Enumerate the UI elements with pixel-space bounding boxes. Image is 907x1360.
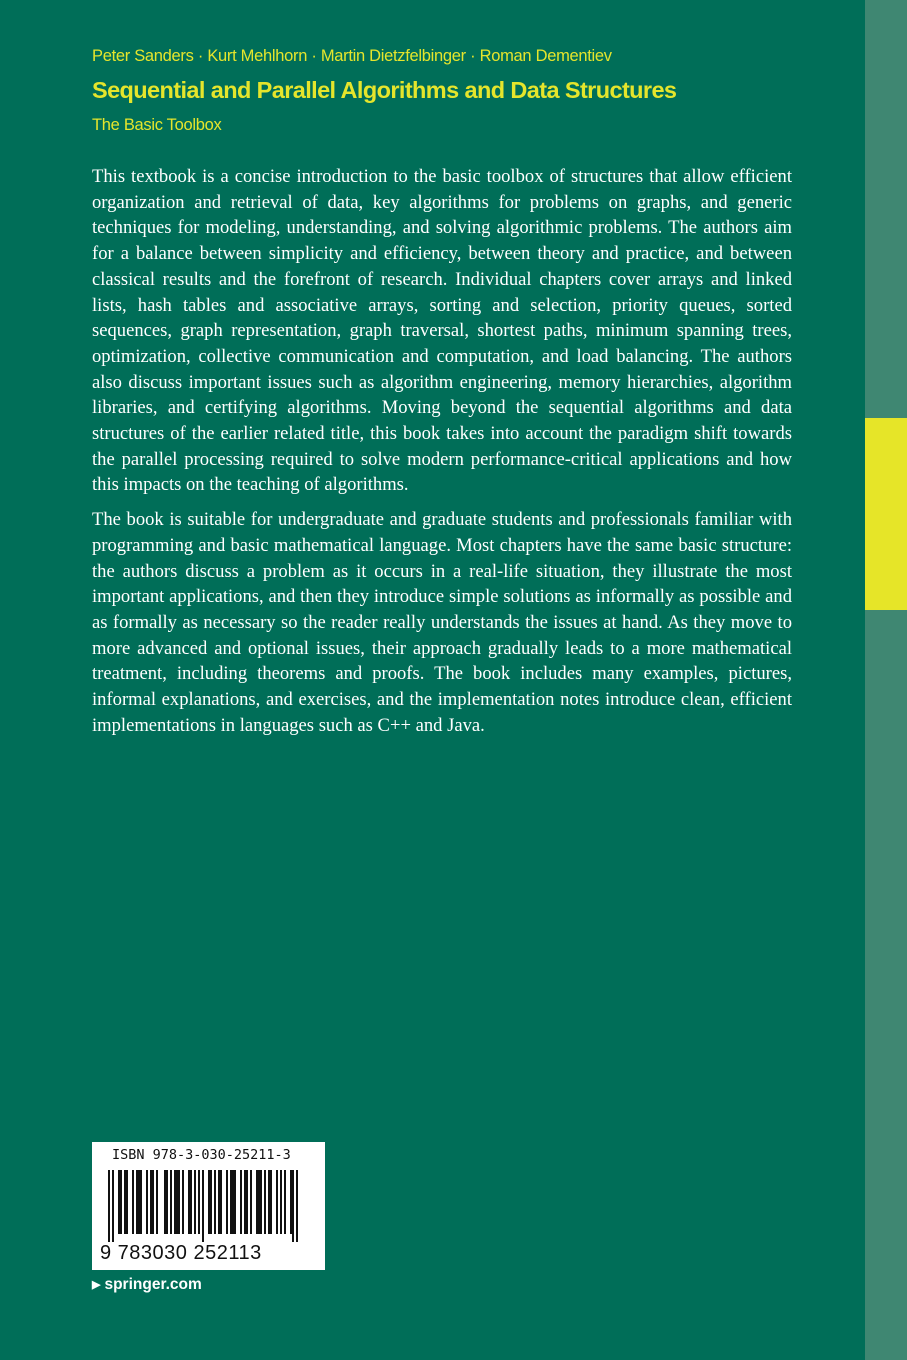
barcode-bar [176, 1170, 178, 1234]
barcode-bar [246, 1170, 248, 1234]
barcode-bar [284, 1170, 286, 1234]
barcode-bar [226, 1170, 228, 1234]
barcode-bar [138, 1170, 140, 1234]
book-subtitle: The Basic Toolbox [92, 116, 222, 134]
barcode-bar [292, 1170, 294, 1242]
barcode-bar [220, 1170, 222, 1234]
barcode-bar [214, 1170, 216, 1234]
barcode-bar [136, 1170, 138, 1234]
barcode-bar [150, 1170, 152, 1234]
barcode-bar [250, 1170, 252, 1234]
barcode-bar [208, 1170, 210, 1234]
barcode-bar [256, 1170, 258, 1234]
barcode-bar [244, 1170, 246, 1234]
barcode-bar [126, 1170, 128, 1234]
ean-digits: 9 783030 252113 [100, 1242, 262, 1264]
barcode-bar [258, 1170, 260, 1234]
barcode-bar [146, 1170, 148, 1234]
barcode-bar [210, 1170, 212, 1234]
barcode-bar [120, 1170, 122, 1234]
barcode-bar [290, 1170, 292, 1234]
spine-strip [865, 0, 907, 1360]
isbn-label: ISBN 978-3-030-25211-3 [112, 1147, 291, 1163]
publisher-url: springer.com [104, 1276, 202, 1293]
barcode-bar [118, 1170, 120, 1234]
barcode-bar [230, 1170, 232, 1234]
barcode-bar [182, 1170, 184, 1234]
barcode-bar [296, 1170, 298, 1242]
book-authors: Peter Sanders · Kurt Mehlhorn · Martin Dietzfelbinger · Roman Dementiev [92, 47, 612, 65]
barcode-bar [132, 1170, 134, 1234]
barcode-bar [164, 1170, 166, 1234]
barcode-bar [174, 1170, 176, 1234]
barcode-bar [268, 1170, 270, 1234]
barcode-bar [178, 1170, 180, 1234]
barcode-bar [270, 1170, 272, 1234]
spine-accent-band [865, 418, 907, 610]
barcode-bar [108, 1170, 110, 1242]
barcode-bar [166, 1170, 168, 1234]
barcode-bar [152, 1170, 154, 1234]
barcode-bar [188, 1170, 190, 1234]
barcode-bar [202, 1170, 204, 1242]
isbn-barcode-box [92, 1142, 325, 1270]
blurb-paragraph-2: The book is suitable for undergraduate and graduate students and professionals familiar with programming and basic mathematical language. Most chapters have the same basic structure: the authors discuss a problem as it occurs in a real-life situation, they illustrate the most important applications, and then they introduce simple solutions as informally as possible and as formally as necessary so the reader really understands the issues at hand. As they move to more advanced and optional issues, their approach gradually leads to a more mathematical treatment, including theorems and proofs. The book includes many examples, pictures, informal explanations, and exercises, and the implementation notes introduce clean, efficient implementations in languages such as C++ and Java. [92, 509, 792, 736]
barcode-bar [124, 1170, 126, 1234]
barcode-bar [198, 1170, 200, 1234]
barcode-bar [232, 1170, 234, 1234]
barcode-bar [280, 1170, 282, 1234]
barcode-bar [170, 1170, 172, 1234]
barcode-icon [108, 1170, 308, 1242]
barcode-bar [260, 1170, 262, 1234]
barcode-bar [234, 1170, 236, 1234]
blurb-paragraph-1: This textbook is a concise introduction to the basic toolbox of structures that allow efficient organization and retrieval of data, key algorithms for problems on graphs, and generic techniques for modeling, understanding, and solving algorithmic problems. The authors aim for a balance between simplicity and efficiency, between theory and practice, and between classical results and the forefront of research. Individual chapters cover arrays and linked lists, hash tables and associative arrays, sorting and selection, priority queues, sorted sequences, graph representation, graph traversal, shortest paths, minimum spanning trees, optimization, collective communication and computation, and load balancing. The authors also discuss important issues such as algorithm engineering, memory hierarchies, algorithm libraries, and certifying algorithms. Moving beyond the sequential algorithms and data structures of the earlier related title, this book takes into account the paradigm shift towards the parallel processing required to solve modern performance-critical applications and how this impacts on the teaching of algorithms. [92, 166, 792, 496]
barcode-bar [218, 1170, 220, 1234]
barcode-bar [264, 1170, 266, 1234]
barcode-bar [140, 1170, 142, 1234]
barcode-bar [112, 1170, 114, 1242]
barcode-bar [156, 1170, 158, 1234]
barcode-bar [240, 1170, 242, 1234]
book-title: Sequential and Parallel Algorithms and Data Structures [92, 77, 677, 103]
barcode-bar [190, 1170, 192, 1234]
publisher-link[interactable] [92, 1276, 202, 1294]
barcode-bar [194, 1170, 196, 1234]
triangle-right-icon: ▶ [92, 1279, 101, 1291]
back-cover-blurb [92, 164, 792, 738]
barcode-bar [276, 1170, 278, 1234]
